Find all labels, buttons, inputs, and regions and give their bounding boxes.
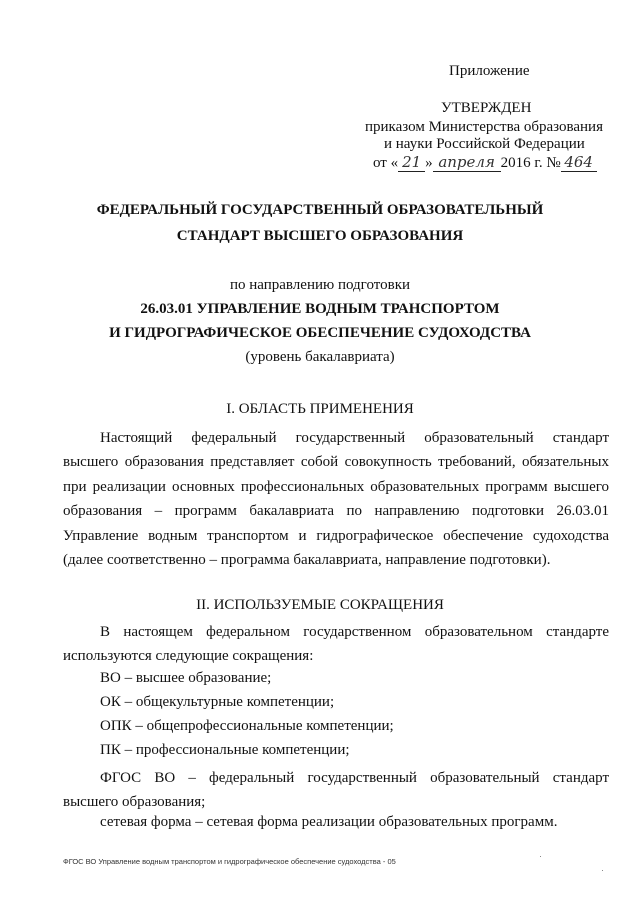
paragraph-line: при реализации основных профессиональных образовательных программ высшего: [63, 478, 609, 495]
scan-speck: [602, 870, 603, 871]
abbreviation-item: ОК – общекультурные компетенции;: [100, 694, 335, 710]
section-2-intro: [63, 620, 609, 669]
appendix-label: Приложение: [449, 63, 530, 79]
title-line-2: СТАНДАРТ ВЫСШЕГО ОБРАЗОВАНИЯ: [176, 228, 464, 244]
scan-speck: [540, 856, 541, 857]
paragraph-line: используются следующие сокращения:: [63, 648, 314, 665]
order-line-2: и науки Российской Федерации: [384, 136, 585, 152]
section-2-heading: II. ИСПОЛЬЗУЕМЫЕ СОКРАЩЕНИЯ: [196, 597, 444, 613]
title-line-1: ФЕДЕРАЛЬНЫЙ ГОСУДАРСТВЕННЫЙ ОБРАЗОВАТЕЛЬНЫЙ: [96, 202, 544, 218]
handwritten-day: 21: [398, 153, 425, 172]
date-prefix: от «: [373, 155, 399, 171]
paragraph-line: высшего образования;: [63, 794, 206, 811]
paragraph-line: (далее соответственно – программа бакалавриата, направление подготовки).: [63, 552, 551, 569]
handwritten-month: апреля: [433, 153, 501, 172]
paragraph-line: высшего образования представляет собой совокупность требований, обязательных: [63, 454, 609, 471]
paragraph-line: образования – программ бакалавриата по направлению подготовки 26.03.01: [63, 503, 609, 520]
fgos-definition: [63, 766, 609, 815]
handwritten-number: 464: [561, 153, 597, 172]
paragraph-line: Настоящий федеральный государственный образовательный стандарт: [100, 430, 609, 446]
direction-intro: по направлению подготовки: [229, 277, 411, 293]
abbreviation-item: ВО – высшее образование;: [100, 670, 272, 686]
date-year: 2016 г. №: [500, 155, 561, 171]
approved-label: УТВЕРЖДЕН: [441, 100, 532, 116]
section-1-heading: I. ОБЛАСТЬ ПРИМЕНЕНИЯ: [226, 401, 414, 417]
direction-line-1: 26.03.01 УПРАВЛЕНИЕ ВОДНЫМ ТРАНСПОРТОМ: [140, 301, 500, 317]
paragraph-line: ФГОС ВО – федеральный государственный образовательный стандарт: [100, 770, 609, 786]
order-line-1: приказом Министерства образования: [365, 119, 603, 135]
abbreviation-item: ПК – профессиональные компетенции;: [100, 742, 350, 758]
network-form-definition: сетевая форма – сетевая форма реализации образовательных программ.: [100, 814, 558, 830]
direction-line-2: И ГИДРОГРАФИЧЕСКОЕ ОБЕСПЕЧЕНИЕ СУДОХОДСТВА: [109, 325, 531, 341]
order-date-line: [373, 153, 597, 172]
date-mid: »: [425, 155, 433, 171]
page-footer: ФГОС ВО Управление водным транспортом и гидрографическое обеспечение судоходства - 05: [63, 857, 396, 866]
abbreviation-item: ОПК – общепрофессиональные компетенции;: [100, 718, 394, 734]
education-level: (уровень бакалавриата): [245, 349, 395, 365]
section-1-paragraph: [63, 426, 609, 572]
paragraph-line: В настоящем федеральном государственном образовательном стандарте: [100, 624, 609, 640]
paragraph-line: Управление водным транспортом и гидрографическое обеспечение судоходства: [63, 527, 609, 544]
